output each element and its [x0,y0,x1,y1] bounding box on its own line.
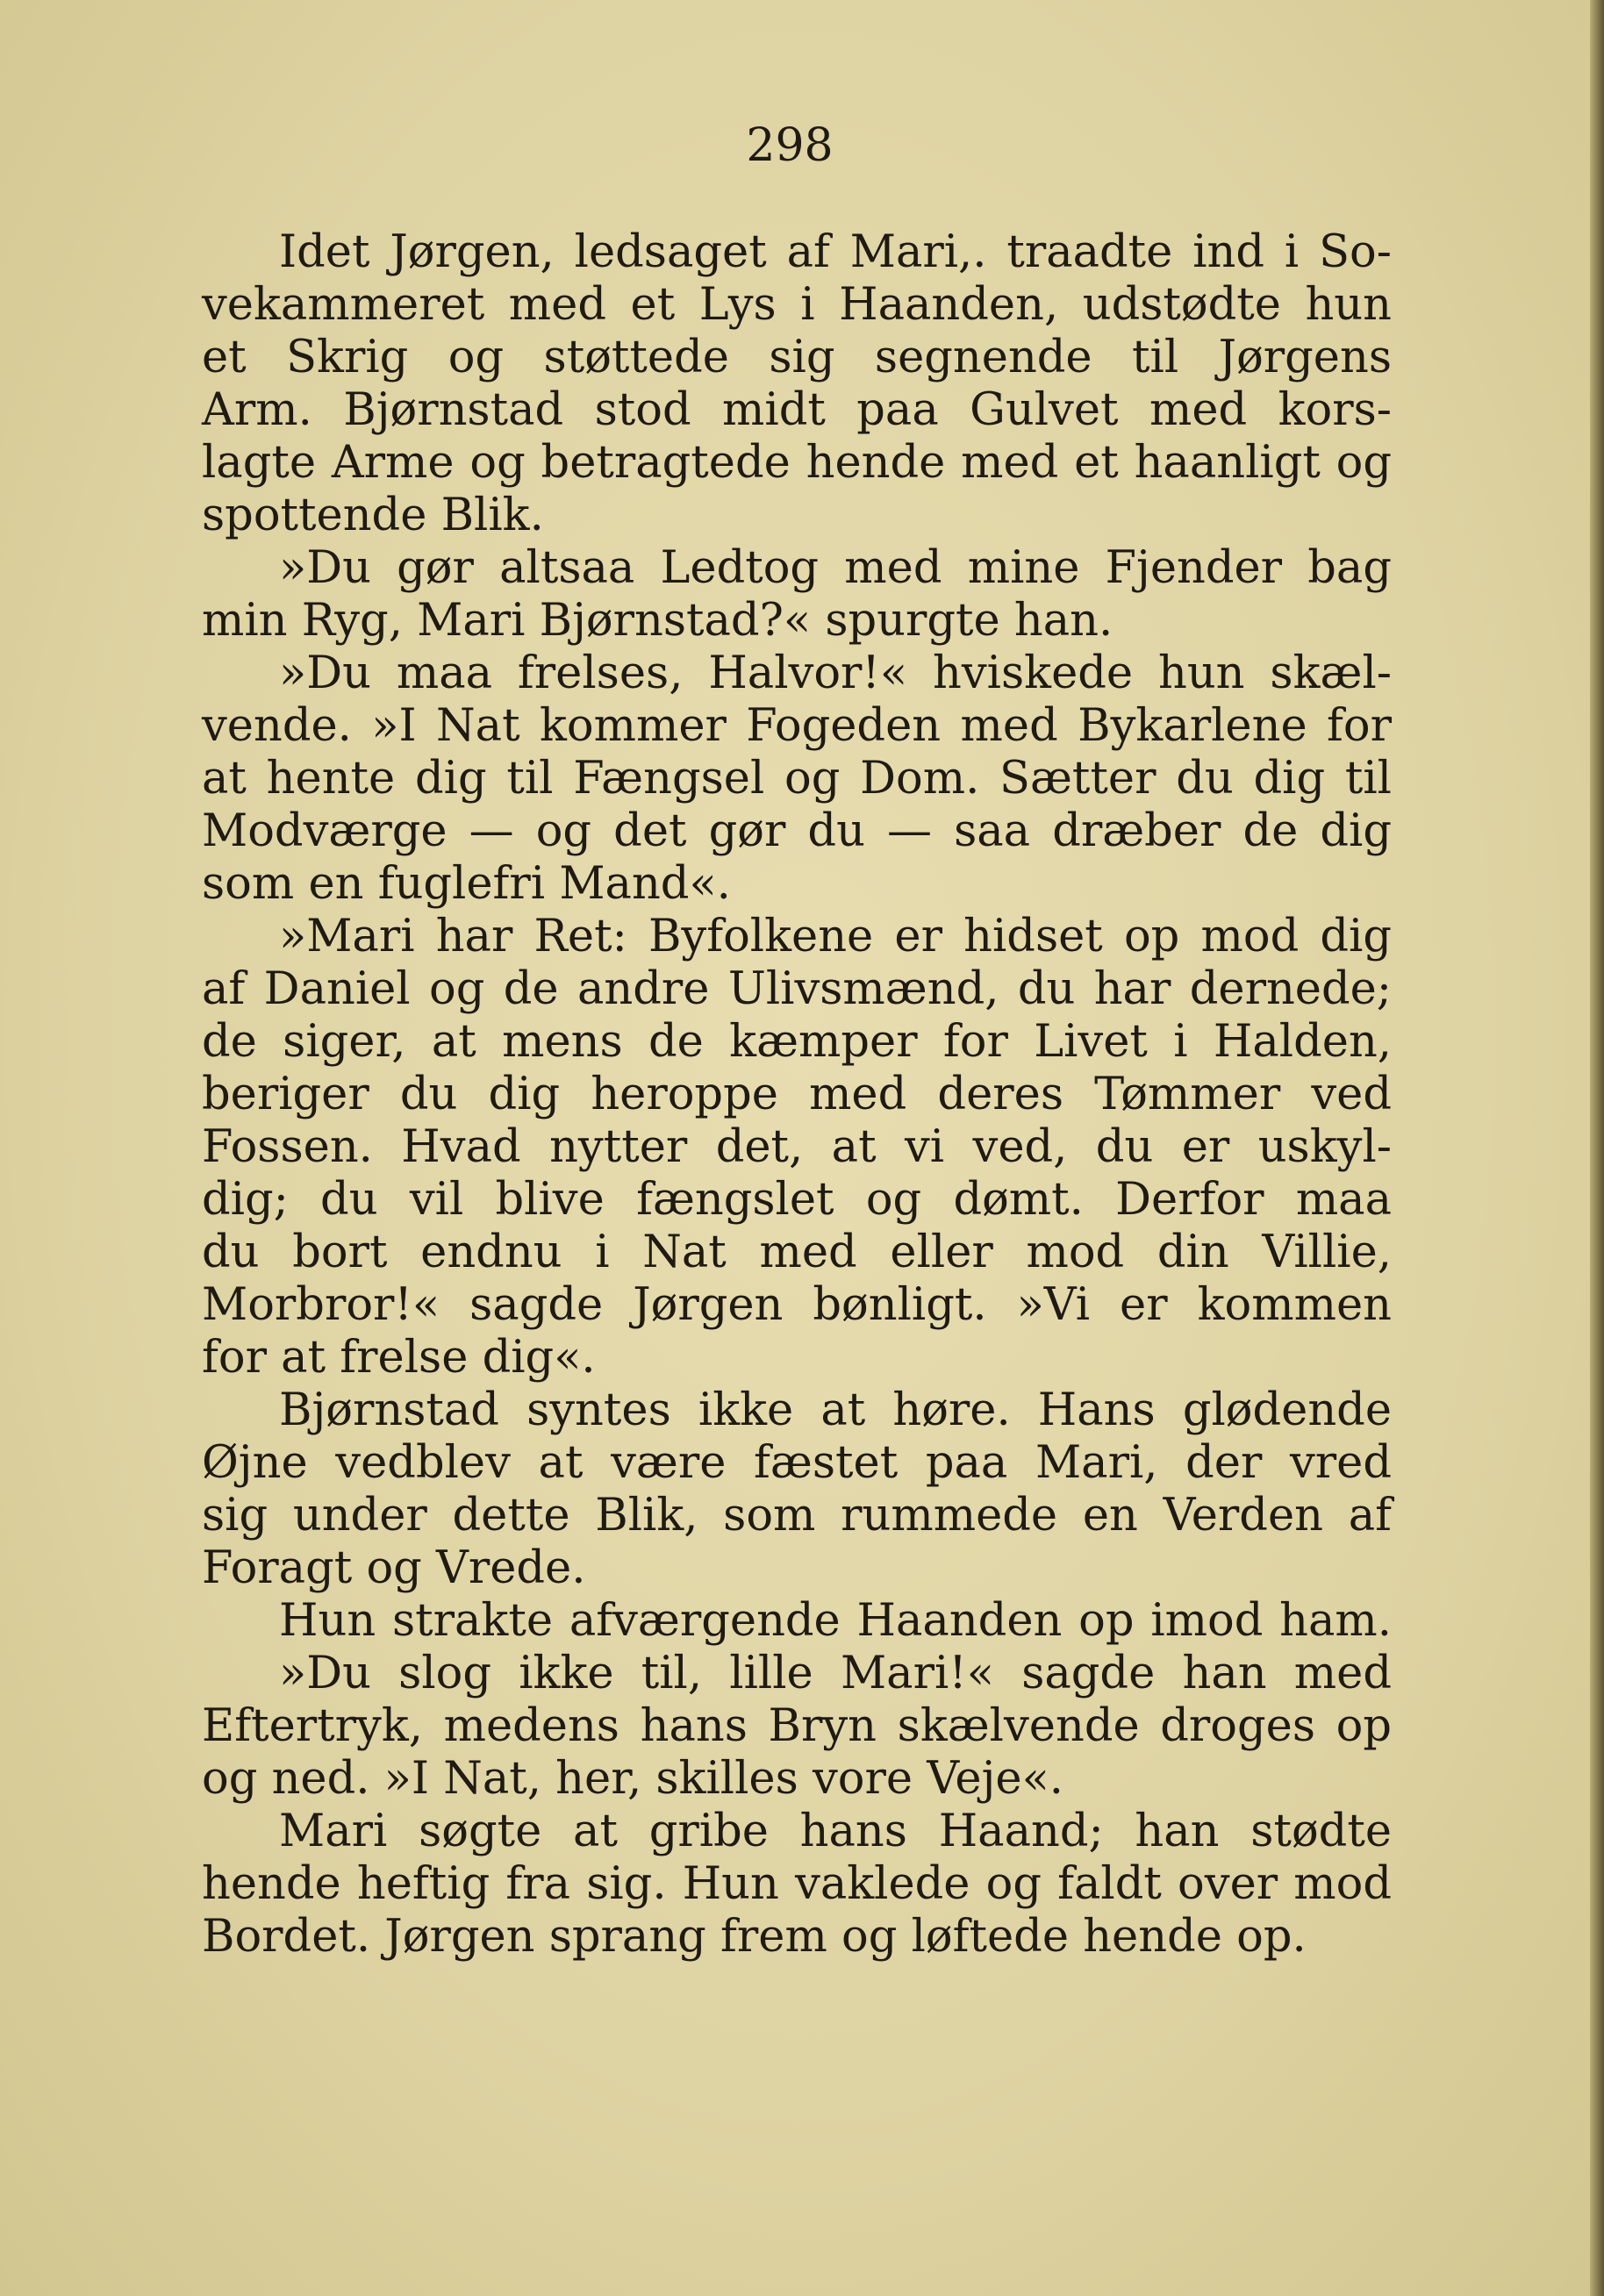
text-line: Bjørnstad syntes ikke at høre. Hans glødende [279,1384,1392,1436]
body-text [202,226,1392,1963]
text-line: Fossen. Hvad nytter det, at vi ved, du er uskyl- [202,1121,1392,1173]
text-line: vekammeret med et Lys i Haanden, udstødte hun [202,279,1392,331]
text-line: min Ryg, Mari Bjørnstad?« spurgte han. [202,595,1113,647]
text-line: Arm. Bjørnstad stod midt paa Gulvet med kors- [202,384,1392,436]
text-line: at hente dig til Fængsel og Dom. Sætter du dig til [202,753,1392,805]
text-line: som en fuglefri Mand«. [202,858,731,910]
text-line: Foragt og Vrede. [202,1542,586,1594]
text-line: »Du gør altsaa Ledtog med mine Fjender bag [279,542,1392,594]
page-edge-shadow [1590,0,1604,2296]
text-line: vende. »I Nat kommer Fogeden med Bykarlene for [202,700,1392,752]
page-number: 298 [746,119,834,172]
text-line: af Daniel og de andre Ulivsmænd, du har dernede; [202,963,1392,1015]
text-line: lagte Arme og betragtede hende med et haanligt og [202,437,1392,489]
text-line: et Skrig og støttede sig segnende til Jørgens [202,332,1392,383]
text-line: Hun strakte afværgende Haanden op imod ham. [279,1595,1392,1647]
text-line: du bort endnu i Nat med eller mod din Villie, [202,1227,1392,1278]
text-line: for at frelse dig«. [202,1332,596,1384]
text-line: Eftertryk, medens hans Bryn skælvende droges op [202,1700,1392,1752]
text-line: Idet Jørgen, ledsaget af Mari,. traadte ind i So- [279,226,1392,278]
text-line: spottende Blik. [202,490,544,541]
text-line: og ned. »I Nat, her, skilles vore Veje«. [202,1753,1063,1805]
text-line: »Mari har Ret: Byfolkene er hidset op mod dig [279,911,1392,962]
text-line: Morbror!« sagde Jørgen bønligt. »Vi er kommen [202,1279,1392,1331]
text-line: »Du maa frelses, Halvor!« hviskede hun skæl- [279,647,1392,699]
text-line: hende heftig fra sig. Hun vaklede og faldt over mod [202,1858,1392,1910]
text-line: Bordet. Jørgen sprang frem og løftede hende op. [202,1911,1307,1963]
text-line: dig; du vil blive fængslet og dømt. Derfor maa [202,1174,1392,1226]
text-line: de siger, at mens de kæmper for Livet i Halden, [202,1016,1392,1068]
text-line: sig under dette Blik, som rummede en Verden af [202,1490,1392,1541]
text-line: Øjne vedblev at være fæstet paa Mari, der vred [202,1437,1392,1489]
text-line: beriger du dig heroppe med deres Tømmer ved [202,1069,1392,1120]
text-line: »Du slog ikke til, lille Mari!« sagde han med [279,1648,1392,1699]
text-line: Mari søgte at gribe hans Haand; han stødte [279,1806,1392,1857]
text-line: Modværge — og det gør du — saa dræber de dig [202,805,1392,857]
